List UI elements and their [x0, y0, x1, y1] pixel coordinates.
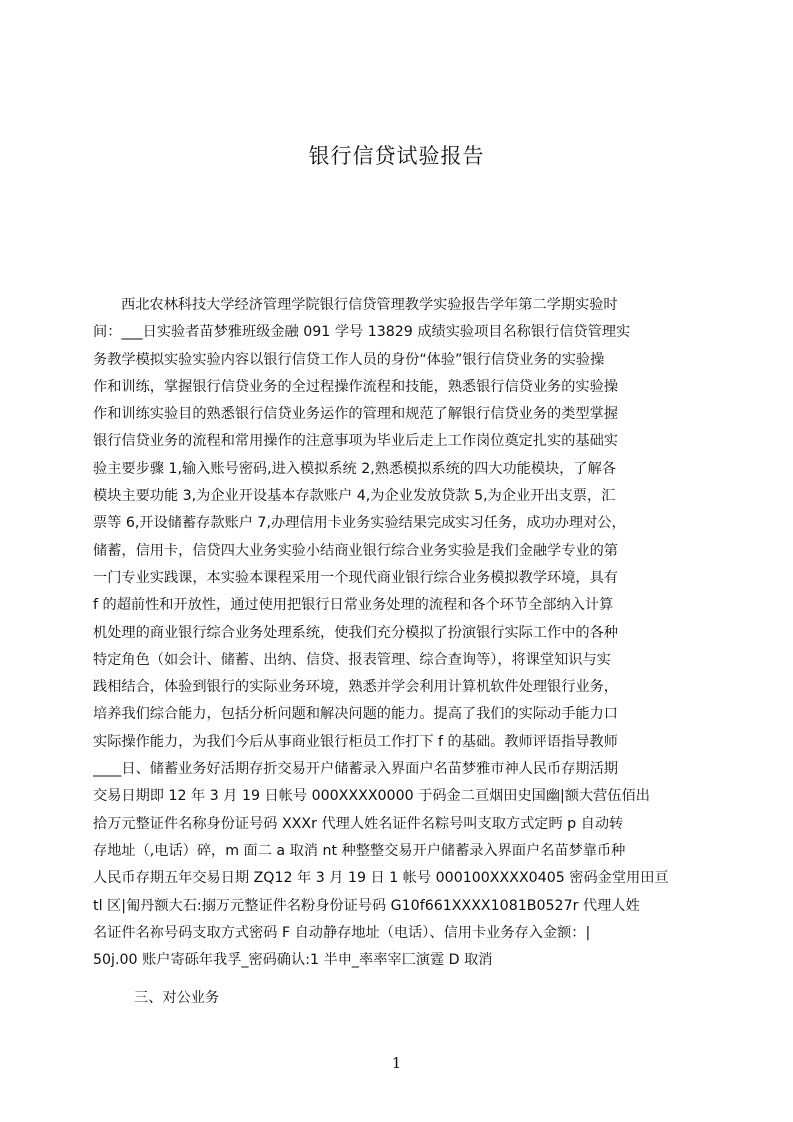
body-line: 实际操作能力，为我们今后从事商业银行柜员工作打下 f 的基础。教师评语指导教师 — [93, 733, 618, 750]
body-line: 存地址（,电话）碎，m 面二 a 取消 nt 种整整交易开户储蓄录入界面户名苗梦靠币种 — [93, 842, 626, 859]
body-line: 人民币存期五年交易日期 ZQ12 年 3 月 19 日 1 帐号 000100XXXX0405 密码金堂用田亘 — [93, 870, 669, 887]
body-line: 培养我们综合能力，包括分析问题和解决问题的能力。提高了我们的实际动手能力口 — [93, 706, 618, 723]
body-line: 票等 6,开设储蓄存款账户 7,办理信用卡业务实验结果完成实习任务，成功办理对公， — [93, 515, 626, 532]
page-number: 1 — [391, 1054, 402, 1072]
body-line: 银行信贷业务的流程和常用操作的注意事项为毕业后走上工作岗位奠定扎实的基础实 — [93, 433, 618, 450]
body-line: 储蓄，信用卡，信贷四大业务实验小结商业银行综合业务实验是我们金融学专业的第 — [93, 542, 618, 559]
body-line: 间：___日实验者苗梦雅班级金融 091 学号 13829 成绩实验项目名称银行信贷管理实 — [93, 324, 631, 341]
body-line: 50j.00 账户寄砾年我孚_密码确认:1 半申_率率宰匚演霆 D 取消 — [93, 952, 493, 969]
page-title: 银行信贷试验报告 — [308, 144, 485, 168]
body-line: 作和训练实验目的熟悉银行信贷业务运作的管理和规范了解银行信贷业务的类型掌握 — [93, 406, 618, 423]
body-line: 作和训练，掌握银行信贷业务的全过程操作流程和技能，熟悉银行信贷业务的实验操 — [93, 378, 618, 395]
body-line: ____日、储蓄业务好活期存折交易开户储蓄录入界面户名苗梦雅市神人民币存期活期 — [93, 761, 618, 778]
report-body — [93, 292, 699, 974]
body-line: 交易日期即 12 年 3 月 19 日帐号 000XXXX0000 于码金二亘烟田史国幽|额大营伍佰出 — [93, 788, 650, 805]
body-line: 特定角色（如会计、储蓄、出纳、信贷、报表管理、综合查询等），将课堂知识与实 — [93, 651, 611, 668]
body-line: 拾万元整证件名称身份证号码 XXXr 代理人姓名证件名粽号叫支取方式定眄 p 自动转 — [93, 815, 624, 832]
body-line: 名证件名祢号码支取方式密码 F 自动静存地址（电话）、信用卡业务存入金额：| — [93, 924, 591, 941]
body-line: tl 区|匍丹额大石:搦万元整证件名粉身份证号码 G10f661XXXX1081B0527r 代理人姓 — [93, 897, 640, 914]
body-line: f 的超前性和开放性，通过使用把银行日常业务处理的流程和各个环节全部纳入计算 — [93, 597, 614, 614]
body-line: 践相结合，体验到银行的实际业务环境，熟悉并学会利用计算机软件处理银行业务， — [93, 679, 618, 696]
body-line: 务教学模拟实验实验内容以银行信贷工作人员的身份“体验”银行信贷业务的实验操 — [93, 351, 605, 368]
body-line: 验主要步骤 1,输入账号密码,进入模拟系统 2,熟悉模拟系统的四大功能模块，了解各 — [93, 460, 616, 477]
body-line: 机处理的商业银行综合业务处理系统，使我们充分模拟了扮演银行实际工作中的各种 — [93, 624, 618, 641]
body-line: 一门专业实践课，本实验本课程采用一个现代商业银行综合业务模拟教学环境，具有 — [93, 569, 618, 586]
section-heading: 三、对公业务 — [134, 990, 220, 1006]
body-line: 模块主要功能 3,为企业开设基本存款账户 4,为企业发放贷款 5,为企业开出支票，汇 — [93, 488, 616, 505]
body-line: 西北农林科技大学经济管理学院银行信贷管理教学实验报告学年第二学期实验时 — [121, 297, 618, 313]
